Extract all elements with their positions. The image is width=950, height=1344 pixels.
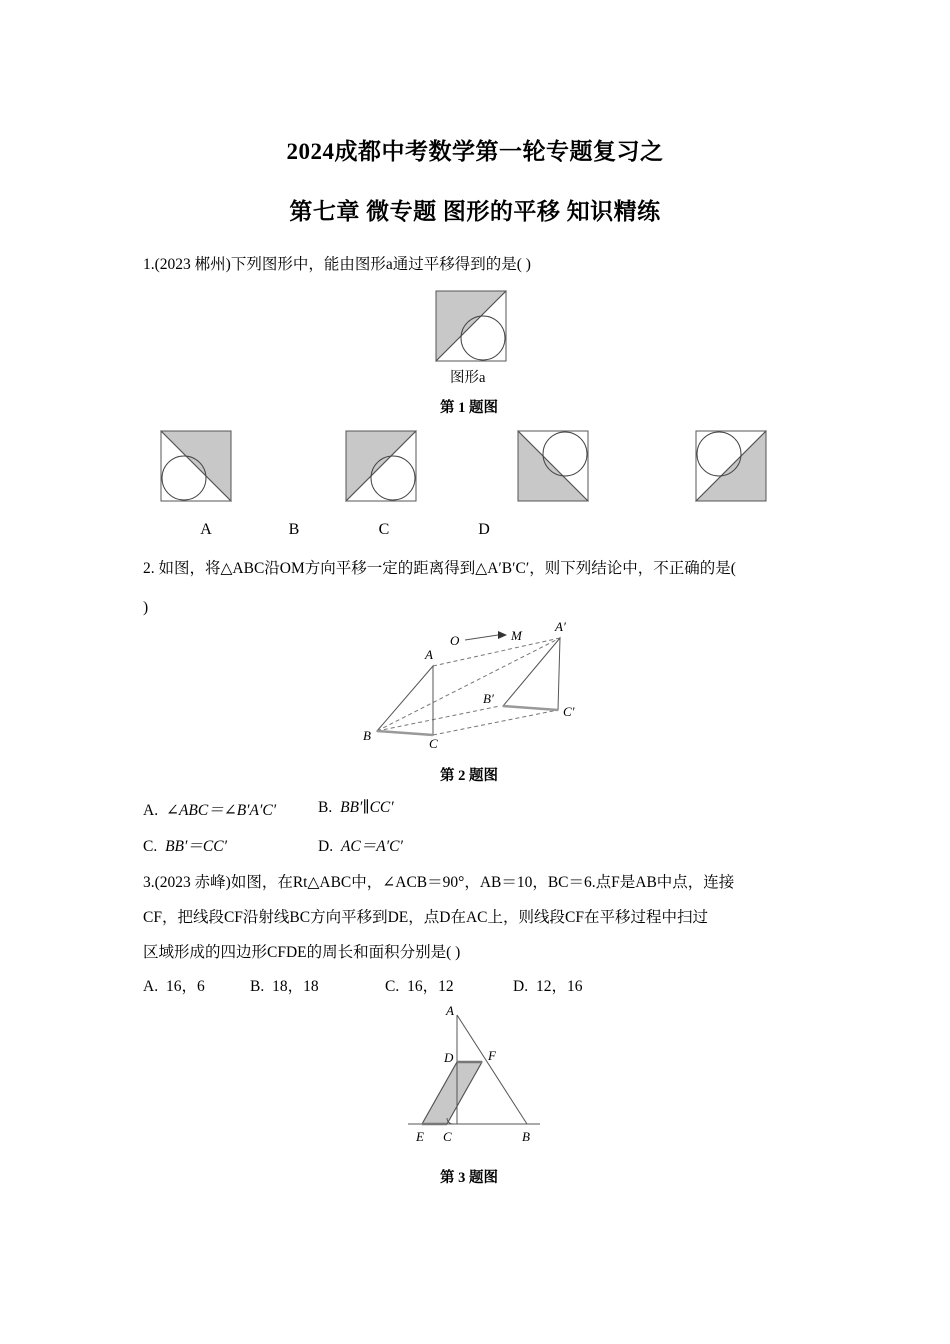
figure-a-label: 图形a: [450, 370, 486, 386]
question-1-choice-letter-a[interactable]: A: [200, 521, 212, 538]
question-2-option-c[interactable]: [143, 834, 227, 856]
question-3-option-a[interactable]: [143, 974, 205, 996]
question-1-choice-letter-c[interactable]: C: [378, 521, 390, 538]
q3-option-c-key: C.: [385, 978, 400, 995]
q3-option-a-key: A.: [143, 978, 159, 995]
question-1-option-figure-4[interactable]: [695, 430, 767, 502]
question-2-option-d[interactable]: [318, 834, 403, 856]
option-b-key: B.: [318, 799, 333, 816]
figure-2-label-M: M: [511, 628, 522, 643]
question-2-figure: [355, 618, 615, 751]
figure-2-label-A: A: [425, 647, 433, 662]
figure-2-label-B-prime: B′: [483, 691, 494, 706]
question-2-caption: 第 2 题图: [440, 768, 498, 784]
figure-2-label-B: B: [363, 728, 371, 743]
option-b-text: BB′∥CC′: [340, 799, 394, 816]
figure-3-label-C: C: [443, 1129, 452, 1144]
question-1-figure-a: [435, 290, 507, 362]
figure-3-label-A: A: [446, 1003, 454, 1018]
option-a-text: ∠ABC＝∠B′A′C′: [165, 802, 277, 819]
page-title-line-1: 2024成都中考数学第一轮专题复习之: [286, 139, 664, 164]
question-2-stem-line-2: ): [143, 599, 149, 616]
option-c-key: C.: [143, 838, 158, 855]
segment-BC-highlight: [377, 731, 433, 735]
figure-2-label-C-prime: C′: [563, 704, 575, 719]
figure-2-label-A-prime: A′: [555, 619, 566, 634]
figure-a-circle: [461, 316, 505, 360]
question-1-stem: 1.(2023 郴州)下列图形中，能由图形a通过平移得到的是( ): [143, 256, 531, 273]
direction-arrow-head: [498, 631, 507, 639]
q3-option-a-text: 16，6: [165, 978, 205, 995]
question-3-caption: 第 3 题图: [440, 1170, 498, 1186]
figure-2-label-O: O: [450, 633, 460, 648]
question-3-stem-line-3: 区域形成的四边形CFDE的周长和面积分别是( ): [143, 944, 461, 961]
figure-3-label-E: E: [416, 1129, 424, 1144]
q3-option-d-text: 12，16: [535, 978, 583, 995]
triangle-ABC: [377, 666, 433, 735]
page-title-line-2: 第七章 微专题 图形的平移 知识精练: [289, 199, 661, 224]
q3-option-b-text: 18，18: [272, 978, 319, 995]
figure-3-label-D: D: [444, 1050, 454, 1065]
question-1-option-figure-3[interactable]: [517, 430, 589, 502]
q3-option-c-text: 16，12: [407, 978, 454, 995]
guide-C-to-Cprime: [433, 710, 558, 735]
question-3-option-c[interactable]: [385, 974, 454, 996]
option-c-text: BB′＝CC′: [165, 838, 227, 855]
figure-3-label-F: F: [488, 1048, 496, 1063]
q3-option-b-key: B.: [250, 978, 265, 995]
question-3-stem-line-1: 3.(2023 赤峰)如图，在Rt△ABC中，∠ACB＝90°，AB＝10，BC＝6.点F是AB中点，连接: [143, 874, 735, 891]
question-2-stem-line-1: 2. 如图，将△ABC沿OM方向平移一定的距离得到△A′B′C′，则下列结论中，不正确的是(: [143, 560, 736, 577]
segment-BprimeCprime-highlight: [503, 706, 558, 710]
question-1-choice-letter-d[interactable]: D: [478, 521, 490, 538]
option-a-key: A.: [143, 802, 159, 819]
direction-arrow-line: [465, 635, 498, 640]
option-d-key: D.: [318, 838, 334, 855]
question-1-option-figure-2[interactable]: [345, 430, 417, 502]
question-2-option-b[interactable]: [318, 798, 394, 817]
option-1-circle: [162, 456, 206, 500]
question-1-option-figure-1[interactable]: [160, 430, 232, 502]
option-3-circle: [543, 432, 587, 476]
option-2-circle: [371, 456, 415, 500]
question-1-choice-letter-b[interactable]: B: [288, 521, 300, 538]
question-1-caption: 第 1 题图: [440, 400, 498, 416]
option-4-circle: [697, 432, 741, 476]
figure-3-label-B: B: [522, 1129, 530, 1144]
question-3-option-d[interactable]: [513, 974, 582, 996]
figure-2-label-C: C: [429, 736, 438, 751]
question-3-stem-line-2: CF，把线段CF沿射线BC方向平移到DE，点D在AC上，则线段CF在平移过程中扫过: [143, 909, 708, 926]
question-3-figure: [400, 1005, 570, 1145]
guide-B-to-Aprime: [377, 638, 560, 731]
question-2-option-a[interactable]: [143, 798, 276, 820]
question-3-option-b[interactable]: [250, 974, 319, 996]
q3-option-d-key: D.: [513, 978, 529, 995]
option-d-text: AC＝A′C′: [340, 838, 403, 855]
